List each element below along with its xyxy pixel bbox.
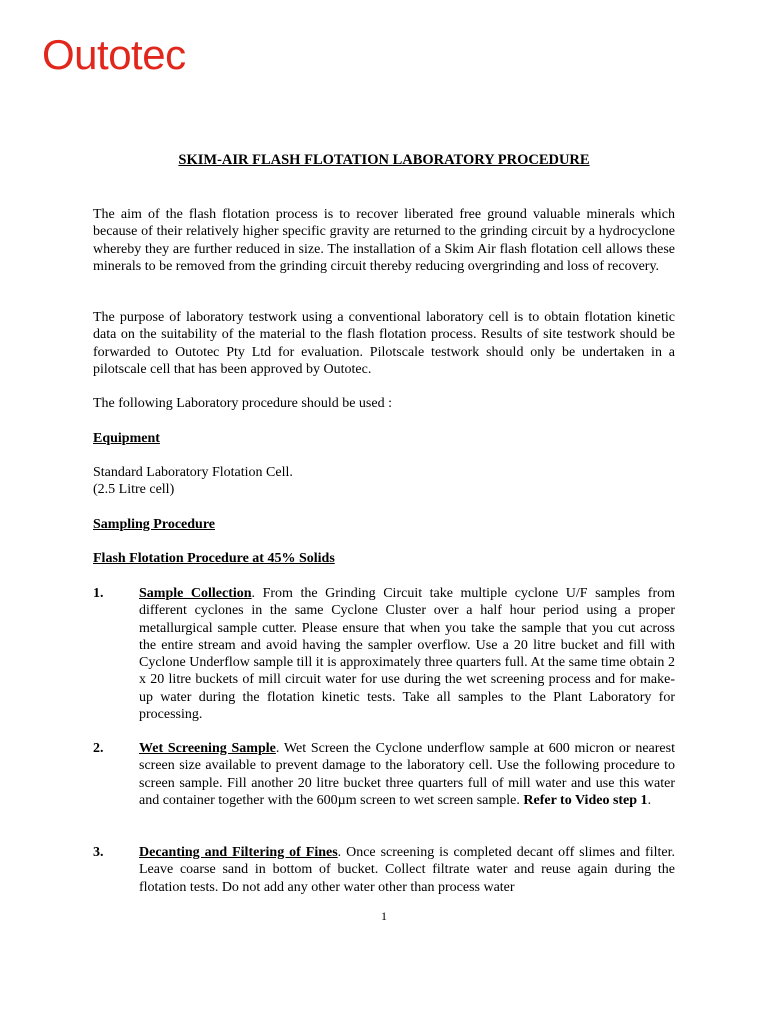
flash-heading: Flash Flotation Procedure at 45% Solids — [93, 551, 335, 566]
purpose-paragraph: The purpose of laboratory testwork using a conventional laboratory cell is to obtain flotation kinetic data on the suitability of the material to the flash flotation process. Results of site testwork should be forwarded to Outotec Pty Ltd for evaluation. Pilotscale testwork should only be undertaken in a pilotscale cell that has been approved by Outotec. — [93, 310, 675, 377]
step-decanting — [139, 844, 675, 896]
step-number: 3. — [93, 845, 104, 860]
outotec-logo: Outotec — [42, 31, 186, 78]
step-label: Decanting and Filtering of Fines — [139, 845, 338, 860]
step-number: 2. — [93, 741, 104, 756]
step-text: . Once screening is completed decant off slimes and filter. Leave coarse sand in bottom of bucket. Collect filtrate water and reuse again during the flotation tests. Do not add any other water other than process water — [139, 845, 675, 895]
document-title: SKIM-AIR FLASH FLOTATION LABORATORY PROCEDURE — [178, 152, 590, 168]
step-text: . From the Grinding Circuit take multiple cyclone U/F samples from different cyclones in the same Cyclone Cluster over a half hour period using a proper metallurgical sample cutter. Please ensure that when you take the sample that you cut across the entire stream and avoid having the sampler overflow. Use a 20 litre bucket and fill with Cyclone Underflow sample till it is approximately three quarters full. At the same time obtain 2 x 20 litre buckets of mill circuit water for use during the wet screening process and for make-up water during the flotation kinetic tests. Take all samples to the Plant Laboratory for processing. — [139, 586, 675, 723]
equipment-heading: Equipment — [93, 431, 160, 446]
step-end: . — [647, 792, 652, 808]
page-number: 1 — [381, 909, 387, 923]
step-text: . Wet Screen the Cyclone underflow sample at 600 micron or nearest screen size available to prevent damage to the laboratory cell. Use the following procedure to screen sample. Fill another 20 litre bucket three quarters full of mill water and use this water and container together with the 600µm screen to wet screen sample. — [139, 741, 675, 808]
intro-paragraph: The aim of the flash flotation process is to recover liberated free ground valuable minerals which because of their relatively higher specific gravity are returned to the grinding circuit by a hydrocyclone whereby they are further reduced in size. The installation of a Skim Air flash flotation cell allows these minerals to be removed from the grinding circuit thereby reducing overgrinding and loss of recovery. — [93, 207, 675, 274]
equipment-line-2: (2.5 Litre cell) — [93, 482, 175, 497]
video-reference: Refer to Video step 1 — [523, 792, 648, 808]
sampling-heading: Sampling Procedure — [93, 517, 215, 532]
step-label: Wet Screening Sample — [139, 741, 276, 756]
step-wet-screening — [139, 740, 675, 809]
equipment-line-1: Standard Laboratory Flotation Cell. — [93, 465, 293, 480]
step-sample-collection — [139, 585, 675, 723]
step-label: Sample Collection — [139, 586, 252, 601]
step-number: 1. — [93, 586, 104, 601]
procedure-intro: The following Laboratory procedure should be used : — [93, 396, 392, 411]
